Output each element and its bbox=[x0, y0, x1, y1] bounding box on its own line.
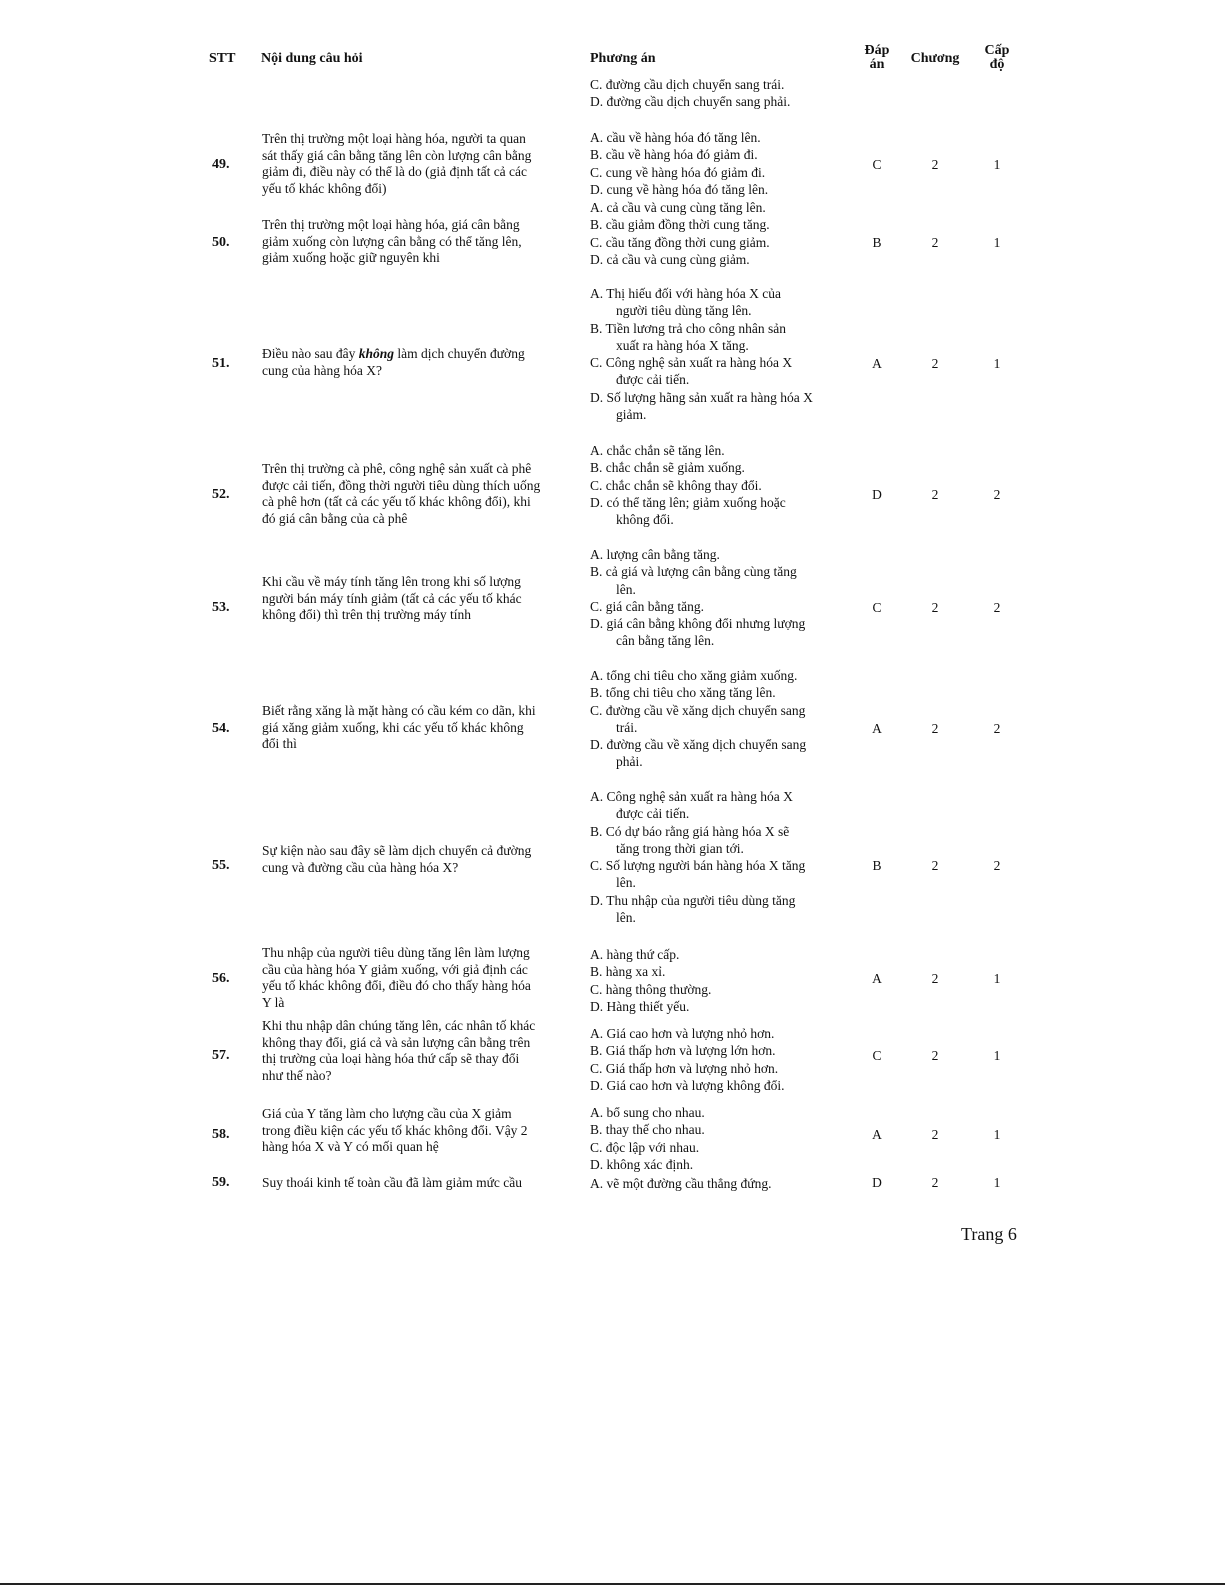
level-cell: 2 bbox=[993, 600, 1001, 615]
question-line: Trên thị trường một loại hàng hóa, giá cân bằng bbox=[262, 217, 520, 232]
option-c: C. Giá thấp hơn và lượng nhỏ hơn. bbox=[590, 1060, 779, 1076]
question-line: hàng hóa X và Y có mối quan hệ bbox=[262, 1139, 439, 1155]
question-line: yếu tố khác không đổi, điều đó cho thấy hàng hóa bbox=[262, 978, 531, 994]
question-line: sát thấy giá cân bằng tăng lên còn lượng cân bằng bbox=[262, 147, 532, 163]
question-number: 49. bbox=[212, 157, 230, 172]
option-b: B. cầu giảm đồng thời cung tăng. bbox=[590, 217, 770, 233]
question-text bbox=[262, 843, 580, 876]
question-number: 52. bbox=[212, 487, 230, 502]
question-fragment: làm dịch chuyển đường bbox=[394, 346, 525, 361]
option-text: D. có thể tăng lên; giảm xuống hoặc bbox=[590, 494, 786, 510]
option-d: D. cả cầu và cung cùng giảm. bbox=[590, 251, 750, 267]
level-cell: 1 bbox=[993, 1127, 1001, 1142]
question-line: Y là bbox=[262, 994, 285, 1010]
question-line: giảm đi, điều này có thể là do (giả định tất cả các bbox=[262, 164, 528, 180]
question-number: 59. bbox=[212, 1175, 230, 1190]
chapter-cell: 2 bbox=[931, 1048, 939, 1063]
option-text: D. giá cân bằng không đổi nhưng lượng bbox=[590, 616, 806, 632]
option-text: A. lượng cân bằng tăng. bbox=[590, 547, 720, 562]
chapter-cell: 2 bbox=[931, 1127, 939, 1142]
header-answer-line2: án bbox=[869, 57, 885, 72]
option-continuation: cân bằng tăng lên. bbox=[616, 633, 715, 649]
level-cell: 1 bbox=[993, 356, 1001, 371]
option-b: B. cầu về hàng hóa đó giảm đi. bbox=[590, 147, 758, 163]
header-options: Phương án bbox=[590, 51, 656, 66]
option-text: D. Số lượng hãng sản xuất ra hàng hóa X bbox=[590, 389, 813, 405]
question-line: giá xăng giảm xuống, khi các yếu tố khác không bbox=[262, 719, 524, 735]
chapter-cell: 2 bbox=[931, 721, 939, 736]
option-d bbox=[590, 389, 813, 424]
level-cell: 2 bbox=[993, 721, 1001, 736]
option-d bbox=[590, 494, 786, 529]
header-level-line1: Cấp bbox=[984, 43, 1010, 58]
question-line: cung và đường cầu của hàng hóa X? bbox=[262, 859, 459, 875]
options-list bbox=[590, 442, 786, 528]
option-a: A. cả cầu và cung cùng tăng lên. bbox=[590, 200, 766, 215]
option-a: A. cầu về hàng hóa đó tăng lên. bbox=[590, 130, 761, 145]
option-continuation: không đổi. bbox=[616, 512, 674, 528]
option-c bbox=[590, 477, 786, 494]
options-list bbox=[590, 199, 770, 268]
header-chapter: Chương bbox=[910, 51, 960, 66]
level-cell: 1 bbox=[993, 971, 1001, 986]
question-line: Trên thị trường một loại hàng hóa, người ta quan bbox=[262, 131, 526, 146]
question-text bbox=[262, 217, 580, 267]
option-b bbox=[590, 684, 806, 701]
option-text: A. chắc chắn sẽ tăng lên. bbox=[590, 443, 725, 458]
answer-cell: C bbox=[872, 157, 882, 172]
answer-cell: A bbox=[872, 356, 882, 371]
option-b bbox=[590, 823, 805, 858]
chapter-cell: 2 bbox=[931, 971, 939, 986]
option-a bbox=[590, 546, 805, 563]
option-a: A. hàng thứ cấp. bbox=[590, 947, 680, 962]
options-list bbox=[590, 946, 711, 1015]
options-list bbox=[590, 1025, 784, 1094]
option-d bbox=[590, 892, 805, 927]
option-a bbox=[590, 788, 805, 823]
question-line: đổi thì bbox=[262, 736, 297, 752]
option-a bbox=[590, 667, 806, 684]
options-list bbox=[590, 788, 805, 926]
option-text: B. tổng chi tiêu cho xăng tăng lên. bbox=[590, 685, 776, 701]
level-cell: 1 bbox=[993, 1175, 1001, 1190]
chapter-cell: 2 bbox=[931, 1175, 939, 1190]
option-text: D. Thu nhập của người tiêu dùng tăng bbox=[590, 892, 796, 908]
level-cell: 2 bbox=[993, 487, 1001, 502]
option-text: B. Tiền lương trả cho công nhân sản bbox=[590, 320, 786, 336]
option-a bbox=[590, 285, 813, 320]
question-number: 53. bbox=[212, 600, 230, 615]
option-text: B. Có dự báo rằng giá hàng hóa X sẽ bbox=[590, 823, 790, 839]
header-answer-line1: Đáp bbox=[864, 43, 890, 58]
question-text bbox=[262, 945, 580, 1011]
option-b: B. Giá thấp hơn và lượng lớn hơn. bbox=[590, 1043, 776, 1059]
option-text: C. Số lượng người bán hàng hóa X tăng bbox=[590, 858, 806, 874]
options-list bbox=[590, 546, 805, 650]
carryover-option-c: C. đường cầu dịch chuyển sang trái. bbox=[590, 77, 785, 92]
chapter-cell: 2 bbox=[931, 235, 939, 250]
question-line: cầu của hàng hóa Y giảm xuống, với giả định các bbox=[262, 961, 528, 977]
question-line: thị trường của loại hàng hóa thứ cấp sẽ thay đổi bbox=[262, 1051, 520, 1067]
option-continuation: giảm. bbox=[616, 407, 647, 423]
question-line: Suy thoái kinh tế toàn cầu đã làm giảm mức cầu bbox=[262, 1175, 522, 1190]
question-line: Thu nhập của người tiêu dùng tăng lên làm lượng bbox=[262, 945, 530, 960]
option-d bbox=[590, 736, 806, 771]
option-a: A. Giá cao hơn và lượng nhỏ hơn. bbox=[590, 1026, 775, 1041]
answer-cell: C bbox=[872, 600, 882, 615]
header-level-line2: độ bbox=[989, 57, 1005, 72]
option-text: A. Thị hiếu đối với hàng hóa X của bbox=[590, 286, 781, 301]
option-c: C. độc lập với nhau. bbox=[590, 1139, 700, 1155]
header-stt: STT bbox=[209, 51, 236, 66]
option-b bbox=[590, 563, 805, 598]
answer-cell: B bbox=[872, 235, 882, 250]
question-line: được cải tiến, đồng thời người tiêu dùng thích uống bbox=[262, 477, 541, 493]
answer-cell: D bbox=[872, 487, 882, 502]
question-number: 51. bbox=[212, 356, 230, 371]
option-continuation: lên. bbox=[616, 910, 636, 926]
question-text bbox=[262, 1018, 580, 1084]
option-a bbox=[590, 442, 786, 459]
option-continuation: lên. bbox=[616, 875, 636, 891]
question-text bbox=[262, 346, 580, 379]
option-continuation: tăng trong thời gian tới. bbox=[616, 840, 744, 856]
page-number: Trang 6 bbox=[961, 1224, 1017, 1244]
option-b: B. thay thế cho nhau. bbox=[590, 1122, 705, 1138]
question-fragment: Điều nào sau đây bbox=[262, 346, 359, 361]
question-number: 58. bbox=[212, 1127, 230, 1142]
option-c bbox=[590, 354, 813, 389]
carryover-options bbox=[590, 76, 790, 111]
option-text: D. đường cầu về xăng dịch chuyển sang bbox=[590, 737, 807, 753]
option-c: C. cung về hàng hóa đó giảm đi. bbox=[590, 164, 766, 180]
header-level bbox=[977, 44, 1017, 72]
question-line: giảm xuống hoặc giữ nguyên khi bbox=[262, 250, 440, 266]
question-line: yếu tố khác không đổi) bbox=[262, 180, 387, 196]
option-text: A. Công nghệ sản xuất ra hàng hóa X bbox=[590, 789, 793, 804]
option-text: C. giá cân bằng tăng. bbox=[590, 598, 704, 614]
option-c: C. hàng thông thường. bbox=[590, 981, 712, 997]
question-text bbox=[262, 1106, 580, 1156]
option-c bbox=[590, 857, 805, 892]
option-continuation: trái. bbox=[616, 719, 638, 735]
option-continuation: lên. bbox=[616, 581, 636, 597]
chapter-cell: 2 bbox=[931, 356, 939, 371]
question-line: Giá của Y tăng làm cho lượng cầu của X giảm bbox=[262, 1106, 512, 1121]
option-c bbox=[590, 598, 805, 615]
question-line: cung của hàng hóa X? bbox=[262, 362, 382, 378]
header-question: Nội dung câu hỏi bbox=[261, 51, 363, 66]
option-continuation: người tiêu dùng tăng lên. bbox=[616, 303, 752, 319]
option-a: A. vẽ một đường cầu thẳng đứng. bbox=[590, 1176, 772, 1191]
question-line bbox=[262, 346, 580, 363]
answer-cell: D bbox=[872, 1175, 882, 1190]
question-number: 57. bbox=[212, 1048, 230, 1063]
carryover-option-d: D. đường cầu dịch chuyển sang phải. bbox=[590, 94, 791, 110]
option-d: D. không xác định. bbox=[590, 1156, 694, 1172]
options-list bbox=[590, 129, 768, 198]
chapter-cell: 2 bbox=[931, 487, 939, 502]
level-cell: 2 bbox=[993, 858, 1001, 873]
question-line: giảm xuống còn lượng cân bằng có thể tăng lên, bbox=[262, 233, 522, 249]
option-continuation: phải. bbox=[616, 754, 643, 770]
option-text: C. đường cầu về xăng dịch chuyển sang bbox=[590, 702, 806, 718]
question-text bbox=[262, 703, 580, 753]
question-line: như thế nào? bbox=[262, 1067, 332, 1083]
question-emphasis: không bbox=[358, 346, 395, 361]
option-a: A. bổ sung cho nhau. bbox=[590, 1105, 705, 1120]
question-line: Khi thu nhập dân chúng tăng lên, các nhân tố khác bbox=[262, 1018, 536, 1033]
question-line: Sự kiện nào sau đây sẽ làm dịch chuyển cả đường bbox=[262, 843, 532, 858]
question-line: cà phê hơn (tất cả các yếu tố khác không đổi), khi bbox=[262, 494, 531, 510]
question-line: trong điều kiện các yếu tố khác không đổi. Vậy 2 bbox=[262, 1122, 528, 1138]
option-b bbox=[590, 459, 786, 476]
option-b: B. hàng xa xỉ. bbox=[590, 964, 666, 980]
option-d: D. cung về hàng hóa đó tăng lên. bbox=[590, 181, 769, 197]
level-cell: 1 bbox=[993, 157, 1001, 172]
options-list bbox=[590, 1104, 705, 1173]
option-d bbox=[590, 615, 805, 650]
answer-cell: B bbox=[872, 858, 882, 873]
table-header bbox=[0, 44, 1225, 80]
option-d: D. Giá cao hơn và lượng không đổi. bbox=[590, 1077, 785, 1093]
header-answer bbox=[857, 44, 897, 72]
option-text: C. Công nghệ sản xuất ra hàng hóa X bbox=[590, 355, 793, 371]
option-text: B. cả giá và lượng cân bằng cùng tăng bbox=[590, 564, 797, 580]
option-c bbox=[590, 702, 806, 737]
question-line: người bán máy tính giảm (tất cả các yếu tố khác bbox=[262, 590, 522, 606]
options-list bbox=[590, 667, 806, 771]
chapter-cell: 2 bbox=[931, 157, 939, 172]
question-text bbox=[262, 1175, 580, 1192]
answer-cell: A bbox=[872, 971, 882, 986]
question-line: không đổi) thì trên thị trường máy tính bbox=[262, 607, 472, 623]
question-number: 55. bbox=[212, 858, 230, 873]
option-continuation: được cải tiến. bbox=[616, 372, 690, 388]
option-text: C. chắc chắn sẽ không thay đổi. bbox=[590, 477, 762, 493]
question-text bbox=[262, 131, 580, 197]
chapter-cell: 2 bbox=[931, 600, 939, 615]
chapter-cell: 2 bbox=[931, 858, 939, 873]
option-b bbox=[590, 320, 813, 355]
option-text: A. tổng chi tiêu cho xăng giảm xuống. bbox=[590, 668, 798, 683]
question-number: 56. bbox=[212, 971, 230, 986]
question-text bbox=[262, 574, 580, 624]
options-list bbox=[590, 285, 813, 423]
option-continuation: được cải tiến. bbox=[616, 806, 690, 822]
question-number: 54. bbox=[212, 721, 230, 736]
question-number: 50. bbox=[212, 235, 230, 250]
answer-cell: A bbox=[872, 1127, 882, 1142]
level-cell: 1 bbox=[993, 235, 1001, 250]
question-line: Khi cầu về máy tính tăng lên trong khi số lượng bbox=[262, 574, 521, 589]
question-line: không thay đổi, giá cả và sản lượng cân bằng trên bbox=[262, 1034, 531, 1050]
option-continuation: xuất ra hàng hóa X tăng. bbox=[616, 337, 749, 353]
question-text bbox=[262, 461, 580, 527]
question-line: đó giá cân bằng của cà phê bbox=[262, 510, 408, 526]
question-line: Biết rằng xăng là mặt hàng có cầu kém co dãn, khi bbox=[262, 703, 536, 718]
options-list bbox=[590, 1175, 772, 1192]
option-text: B. chắc chắn sẽ giảm xuống. bbox=[590, 460, 745, 476]
answer-cell: C bbox=[872, 1048, 882, 1063]
level-cell: 1 bbox=[993, 1048, 1001, 1063]
question-line: Trên thị trường cà phê, công nghệ sản xuất cà phê bbox=[262, 461, 532, 476]
option-c: C. cầu tăng đồng thời cung giảm. bbox=[590, 234, 770, 250]
answer-cell: A bbox=[872, 721, 882, 736]
option-d: D. Hàng thiết yếu. bbox=[590, 998, 690, 1014]
